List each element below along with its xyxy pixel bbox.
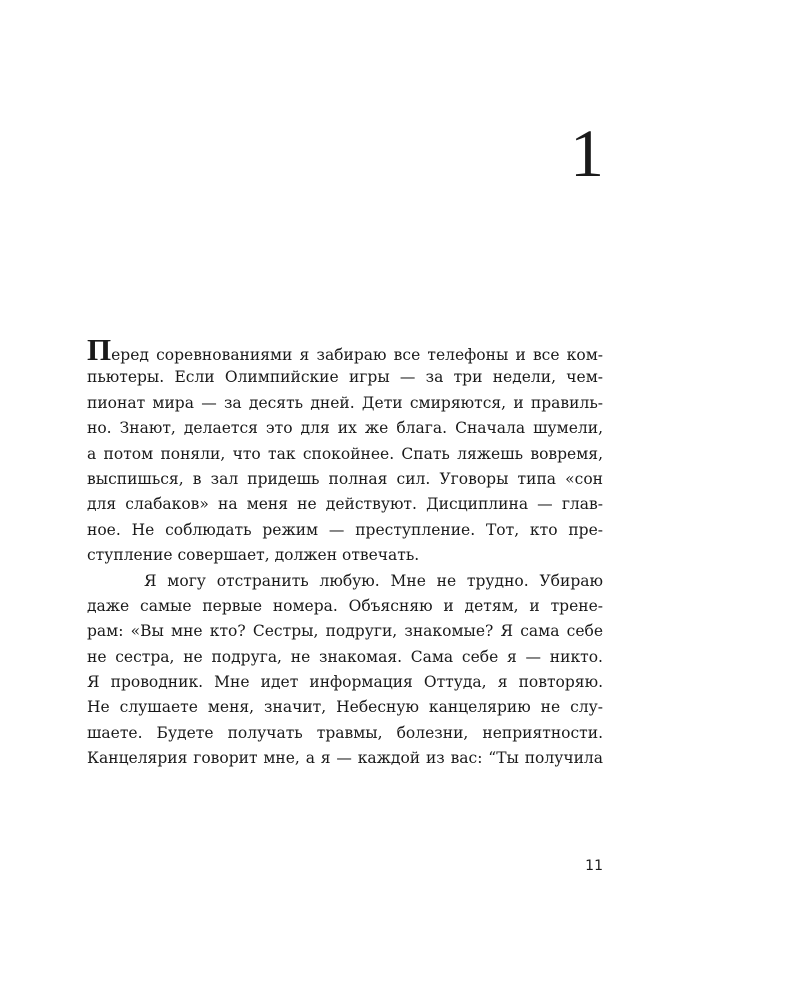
drop-cap: П [87,332,112,367]
text-line: пионат мира — за десять дней. Дети смиряются, и правиль- [87,393,603,412]
text-line: выспишься, в зал придешь полная сил. Уговоры типа «сон [87,469,603,488]
text-line: но. Знают, делается это для их же блага. Сначала шумели, [87,419,603,438]
text-line: Канцелярия говорит мне, а я — каждой из вас: “Ты получила [87,749,603,768]
text-line: для слабаков» на меня не действуют. Дисциплина — глав- [87,495,603,514]
text-line: пьютеры. Если Олимпийские игры — за три недели, чем- [87,368,603,387]
text-line-content: еред соревнованиями я забираю все телефоны и все ком- [111,346,603,364]
text-line: даже самые первые номера. Объясняю и детям, и трене- [87,596,603,615]
chapter-number: 1 [570,115,604,191]
text-line: а потом поняли, что так спокойнее. Спать ляжешь вовремя, [87,444,603,463]
text-line: Я могу отстранить любую. Мне не трудно. Убираю [144,571,603,590]
text-line: ступление совершает, должен отвечать. [87,546,420,565]
text-line: ное. Не соблюдать режим — преступление. Тот, кто пре- [87,520,603,539]
text-line: Не слушаете меня, значит, Небесную канцелярию не слу- [87,698,603,717]
page-number: 11 [585,858,603,874]
text-line [87,332,603,367]
text-line: Я проводник. Мне идет информация Оттуда, я повторяю. [87,673,603,692]
text-line: не сестра, не подруга, не знакомая. Сама себе я — никто. [87,647,603,666]
text-line: рам: «Вы мне кто? Сестры, подруги, знакомые? Я сама себе [87,622,603,641]
text-line: шаете. Будете получать травмы, болезни, неприятности. [87,723,603,742]
body-text [87,332,603,772]
